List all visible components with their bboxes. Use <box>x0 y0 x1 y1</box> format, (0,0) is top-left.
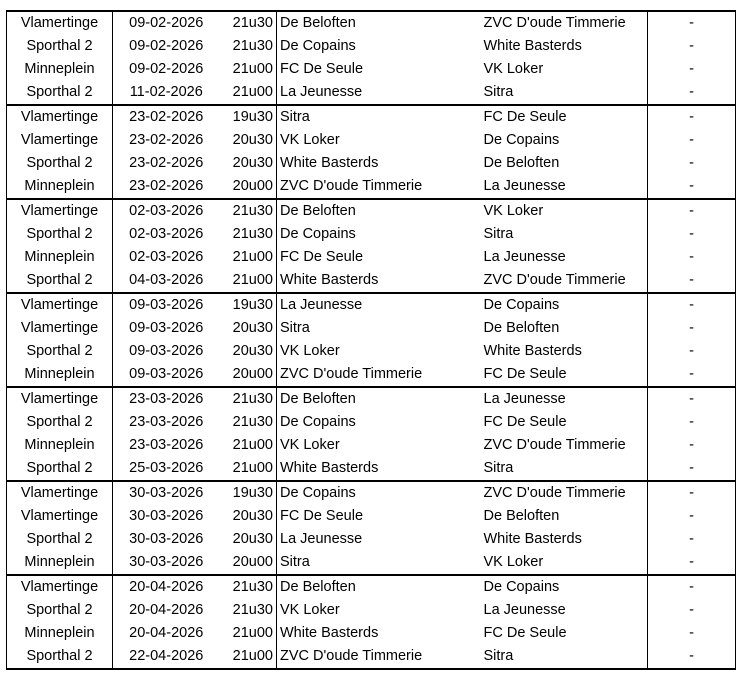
venue-cell: Sporthal 2 <box>7 411 113 434</box>
date-cell: 30-03-2026 <box>113 481 220 505</box>
away-team-cell: FC De Seule <box>468 411 648 434</box>
home-team-cell: VK Loker <box>277 599 468 622</box>
result-cell: - <box>648 11 736 35</box>
venue-cell: Vlamertinge <box>7 293 113 317</box>
venue-cell: Sporthal 2 <box>7 269 113 293</box>
venue-cell: Vlamertinge <box>7 129 113 152</box>
date-cell: 20-04-2026 <box>113 622 220 645</box>
home-team-cell: ZVC D'oude Timmerie <box>277 175 468 199</box>
match-row <box>7 129 736 152</box>
home-team-cell: De Copains <box>277 411 468 434</box>
match-row <box>7 11 736 35</box>
match-row <box>7 528 736 551</box>
venue-cell: Minneplein <box>7 622 113 645</box>
home-team-cell: La Jeunesse <box>277 528 468 551</box>
match-row <box>7 175 736 199</box>
home-team-cell: VK Loker <box>277 434 468 457</box>
match-row <box>7 551 736 575</box>
home-team-cell: FC De Seule <box>277 505 468 528</box>
result-cell: - <box>648 105 736 129</box>
away-team-cell: VK Loker <box>468 551 648 575</box>
match-row <box>7 505 736 528</box>
date-cell: 23-02-2026 <box>113 152 220 175</box>
venue-cell: Vlamertinge <box>7 575 113 599</box>
schedule-sheet <box>6 10 736 670</box>
away-team-cell: ZVC D'oude Timmerie <box>468 11 648 35</box>
match-row <box>7 340 736 363</box>
date-cell: 11-02-2026 <box>113 81 220 105</box>
away-team-cell: ZVC D'oude Timmerie <box>468 269 648 293</box>
away-team-cell: De Beloften <box>468 505 648 528</box>
result-cell: - <box>648 411 736 434</box>
away-team-cell: La Jeunesse <box>468 246 648 269</box>
venue-cell: Minneplein <box>7 551 113 575</box>
home-team-cell: White Basterds <box>277 269 468 293</box>
home-team-cell: White Basterds <box>277 622 468 645</box>
time-cell: 20u30 <box>220 505 277 528</box>
date-cell: 09-02-2026 <box>113 58 220 81</box>
match-row <box>7 434 736 457</box>
venue-cell: Minneplein <box>7 175 113 199</box>
result-cell: - <box>648 223 736 246</box>
venue-cell: Sporthal 2 <box>7 340 113 363</box>
match-row <box>7 293 736 317</box>
home-team-cell: La Jeunesse <box>277 81 468 105</box>
venue-cell: Sporthal 2 <box>7 599 113 622</box>
home-team-cell: VK Loker <box>277 340 468 363</box>
home-team-cell: De Copains <box>277 35 468 58</box>
match-row <box>7 575 736 599</box>
away-team-cell: VK Loker <box>468 58 648 81</box>
home-team-cell: ZVC D'oude Timmerie <box>277 645 468 669</box>
date-cell: 09-03-2026 <box>113 293 220 317</box>
match-row <box>7 58 736 81</box>
time-cell: 21u30 <box>220 387 277 411</box>
time-cell: 20u30 <box>220 528 277 551</box>
match-row <box>7 363 736 387</box>
match-row <box>7 81 736 105</box>
result-cell: - <box>648 387 736 411</box>
date-cell: 23-03-2026 <box>113 387 220 411</box>
date-cell: 04-03-2026 <box>113 269 220 293</box>
date-cell: 30-03-2026 <box>113 505 220 528</box>
away-team-cell: FC De Seule <box>468 105 648 129</box>
time-cell: 21u00 <box>220 645 277 669</box>
away-team-cell: La Jeunesse <box>468 175 648 199</box>
venue-cell: Minneplein <box>7 363 113 387</box>
home-team-cell: De Copains <box>277 223 468 246</box>
home-team-cell: Sitra <box>277 551 468 575</box>
time-cell: 21u30 <box>220 35 277 58</box>
away-team-cell: De Beloften <box>468 317 648 340</box>
time-cell: 20u00 <box>220 363 277 387</box>
venue-cell: Minneplein <box>7 58 113 81</box>
date-cell: 20-04-2026 <box>113 599 220 622</box>
away-team-cell: Sitra <box>468 645 648 669</box>
result-cell: - <box>648 528 736 551</box>
time-cell: 21u30 <box>220 11 277 35</box>
time-cell: 19u30 <box>220 293 277 317</box>
result-cell: - <box>648 317 736 340</box>
time-cell: 21u00 <box>220 457 277 481</box>
venue-cell: Vlamertinge <box>7 387 113 411</box>
time-cell: 19u30 <box>220 481 277 505</box>
home-team-cell: De Copains <box>277 481 468 505</box>
match-row <box>7 387 736 411</box>
match-row <box>7 457 736 481</box>
result-cell: - <box>648 434 736 457</box>
away-team-cell: De Copains <box>468 129 648 152</box>
result-cell: - <box>648 551 736 575</box>
home-team-cell: VK Loker <box>277 129 468 152</box>
time-cell: 21u00 <box>220 58 277 81</box>
away-team-cell: White Basterds <box>468 340 648 363</box>
venue-cell: Vlamertinge <box>7 199 113 223</box>
venue-cell: Vlamertinge <box>7 105 113 129</box>
result-cell: - <box>648 457 736 481</box>
venue-cell: Sporthal 2 <box>7 81 113 105</box>
home-team-cell: ZVC D'oude Timmerie <box>277 363 468 387</box>
time-cell: 21u00 <box>220 269 277 293</box>
time-cell: 21u30 <box>220 223 277 246</box>
match-row <box>7 599 736 622</box>
result-cell: - <box>648 363 736 387</box>
match-row <box>7 105 736 129</box>
away-team-cell: Sitra <box>468 457 648 481</box>
home-team-cell: La Jeunesse <box>277 293 468 317</box>
match-row <box>7 622 736 645</box>
home-team-cell: De Beloften <box>277 199 468 223</box>
result-cell: - <box>648 293 736 317</box>
result-cell: - <box>648 340 736 363</box>
match-row <box>7 317 736 340</box>
date-cell: 09-02-2026 <box>113 11 220 35</box>
date-cell: 25-03-2026 <box>113 457 220 481</box>
home-team-cell: FC De Seule <box>277 58 468 81</box>
date-cell: 22-04-2026 <box>113 645 220 669</box>
match-row <box>7 481 736 505</box>
result-cell: - <box>648 645 736 669</box>
time-cell: 20u00 <box>220 551 277 575</box>
time-cell: 20u30 <box>220 152 277 175</box>
result-cell: - <box>648 81 736 105</box>
venue-cell: Sporthal 2 <box>7 645 113 669</box>
away-team-cell: Sitra <box>468 81 648 105</box>
match-schedule-table <box>6 10 736 670</box>
date-cell: 23-03-2026 <box>113 434 220 457</box>
time-cell: 21u30 <box>220 575 277 599</box>
match-row <box>7 152 736 175</box>
away-team-cell: White Basterds <box>468 528 648 551</box>
away-team-cell: La Jeunesse <box>468 599 648 622</box>
result-cell: - <box>648 58 736 81</box>
away-team-cell: VK Loker <box>468 199 648 223</box>
home-team-cell: De Beloften <box>277 11 468 35</box>
time-cell: 21u00 <box>220 81 277 105</box>
time-cell: 21u30 <box>220 599 277 622</box>
result-cell: - <box>648 599 736 622</box>
away-team-cell: FC De Seule <box>468 622 648 645</box>
date-cell: 09-02-2026 <box>113 35 220 58</box>
result-cell: - <box>648 129 736 152</box>
home-team-cell: White Basterds <box>277 457 468 481</box>
home-team-cell: De Beloften <box>277 575 468 599</box>
away-team-cell: La Jeunesse <box>468 387 648 411</box>
match-row <box>7 223 736 246</box>
venue-cell: Minneplein <box>7 434 113 457</box>
match-row <box>7 246 736 269</box>
date-cell: 23-03-2026 <box>113 411 220 434</box>
date-cell: 20-04-2026 <box>113 575 220 599</box>
date-cell: 23-02-2026 <box>113 175 220 199</box>
match-row <box>7 199 736 223</box>
date-cell: 23-02-2026 <box>113 105 220 129</box>
venue-cell: Minneplein <box>7 246 113 269</box>
time-cell: 21u00 <box>220 434 277 457</box>
venue-cell: Sporthal 2 <box>7 528 113 551</box>
home-team-cell: Sitra <box>277 105 468 129</box>
result-cell: - <box>648 35 736 58</box>
venue-cell: Vlamertinge <box>7 11 113 35</box>
time-cell: 20u30 <box>220 317 277 340</box>
away-team-cell: De Copains <box>468 293 648 317</box>
time-cell: 20u30 <box>220 129 277 152</box>
date-cell: 30-03-2026 <box>113 551 220 575</box>
venue-cell: Sporthal 2 <box>7 223 113 246</box>
time-cell: 20u00 <box>220 175 277 199</box>
result-cell: - <box>648 505 736 528</box>
venue-cell: Sporthal 2 <box>7 457 113 481</box>
venue-cell: Sporthal 2 <box>7 35 113 58</box>
date-cell: 09-03-2026 <box>113 363 220 387</box>
date-cell: 02-03-2026 <box>113 199 220 223</box>
away-team-cell: FC De Seule <box>468 363 648 387</box>
date-cell: 23-02-2026 <box>113 129 220 152</box>
time-cell: 21u30 <box>220 411 277 434</box>
schedule-body <box>7 11 736 669</box>
result-cell: - <box>648 199 736 223</box>
time-cell: 21u30 <box>220 199 277 223</box>
away-team-cell: De Copains <box>468 575 648 599</box>
away-team-cell: ZVC D'oude Timmerie <box>468 434 648 457</box>
match-row <box>7 411 736 434</box>
venue-cell: Vlamertinge <box>7 317 113 340</box>
result-cell: - <box>648 152 736 175</box>
home-team-cell: White Basterds <box>277 152 468 175</box>
match-row <box>7 269 736 293</box>
away-team-cell: De Beloften <box>468 152 648 175</box>
venue-cell: Vlamertinge <box>7 481 113 505</box>
time-cell: 21u00 <box>220 622 277 645</box>
time-cell: 21u00 <box>220 246 277 269</box>
time-cell: 20u30 <box>220 340 277 363</box>
result-cell: - <box>648 246 736 269</box>
home-team-cell: Sitra <box>277 317 468 340</box>
result-cell: - <box>648 175 736 199</box>
away-team-cell: Sitra <box>468 223 648 246</box>
home-team-cell: De Beloften <box>277 387 468 411</box>
away-team-cell: ZVC D'oude Timmerie <box>468 481 648 505</box>
away-team-cell: White Basterds <box>468 35 648 58</box>
venue-cell: Sporthal 2 <box>7 152 113 175</box>
date-cell: 02-03-2026 <box>113 223 220 246</box>
result-cell: - <box>648 481 736 505</box>
match-row <box>7 35 736 58</box>
home-team-cell: FC De Seule <box>277 246 468 269</box>
result-cell: - <box>648 622 736 645</box>
date-cell: 09-03-2026 <box>113 317 220 340</box>
date-cell: 09-03-2026 <box>113 340 220 363</box>
date-cell: 02-03-2026 <box>113 246 220 269</box>
match-row <box>7 645 736 669</box>
result-cell: - <box>648 269 736 293</box>
time-cell: 19u30 <box>220 105 277 129</box>
venue-cell: Vlamertinge <box>7 505 113 528</box>
date-cell: 30-03-2026 <box>113 528 220 551</box>
result-cell: - <box>648 575 736 599</box>
